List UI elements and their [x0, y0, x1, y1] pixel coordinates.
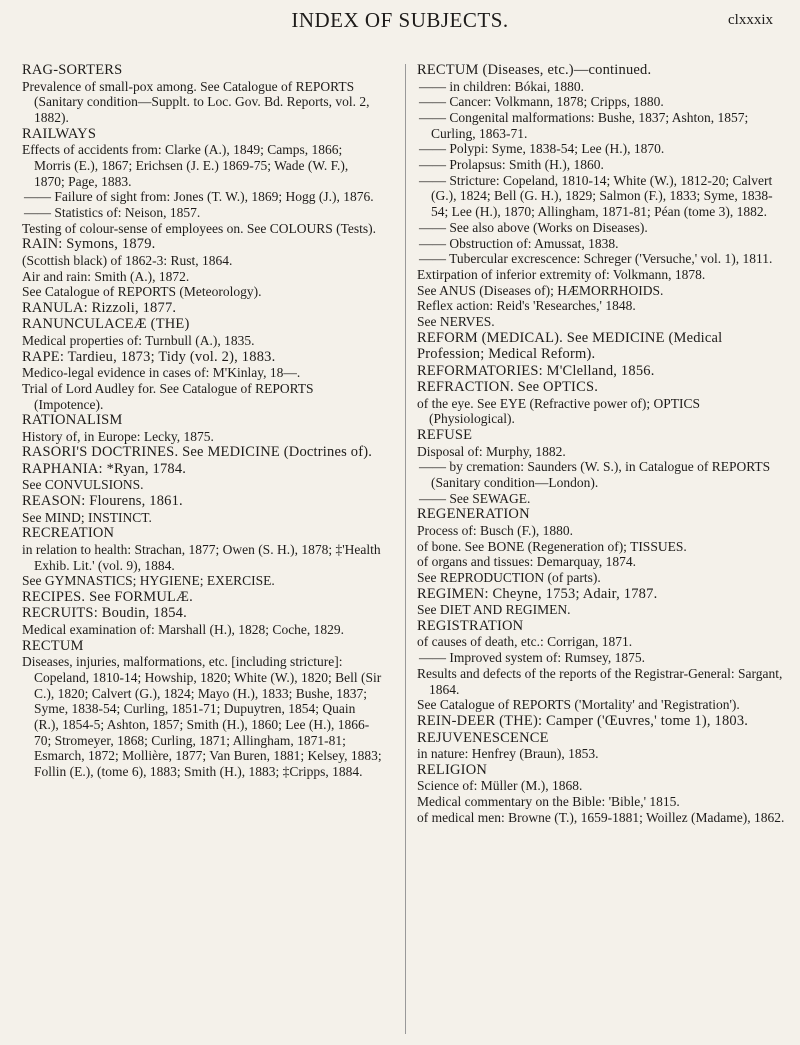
- page-number: clxxxix: [728, 12, 773, 28]
- entry-line: —— Failure of sight from: Jones (T. W.), 1869; Hogg (J.), 1876.: [24, 189, 374, 205]
- entry-line: See REPRODUCTION (of parts).: [417, 570, 601, 586]
- entry-heading: REFUSE: [417, 427, 473, 444]
- entry-line: Diseases, injuries, malformations, etc. [including stricture]: Copeland, 1810-14; Howship, 1820; White (W.), 1820; Bell (Sir C.), 1820; Calvert (G.), 1824; Mayo (H.), 1833; Bushe, 1837; Syme, 1838-54; Curling, 1851-71; Dupuytren, 1854; Quain (R.), 1854-5; Ashton, 1857; Smith (H.), 1860; Lee (H.), 1866-70; Stromeyer, 1868; Curling, 1871; Allingham, 1871-81; Esmarch, 1872; Mollière, 1877; Van Buren, 1881; Kelsey, 1883; Follin (E.), (tome 6), 1883; Smith (H.), 1883; ‡Cripps, 1884.: [22, 654, 385, 780]
- entry-line: in relation to health: Strachan, 1877; Owen (S. H.), 1878; ‡'Health Exhib. Lit.' (vol. 9), 1884.: [22, 541, 384, 573]
- entry-line: —— Stricture: Copeland, 1810-14; White (W.), 1812-20; Calvert (G.), 1824; Bell (G. H.), 1829; Salmon (F.), 1833; Syme, 1838-54; Lee (H.), 1870; Allingham, 1871-81; Péan (tome 3), 1882.: [419, 172, 776, 220]
- entry-line: See GYMNASTICS; HYGIENE; EXERCISE.: [22, 573, 275, 589]
- index-entry: [417, 363, 787, 380]
- entry-heading: RAG-SORTERS: [22, 62, 123, 78]
- index-entry: [417, 618, 787, 713]
- entry-heading: RELIGION: [417, 761, 488, 778]
- entry-line: Science of: Müller (M.), 1868.: [417, 778, 583, 794]
- entry-heading: RECIPES. See FORMULÆ.: [22, 588, 193, 605]
- entry-heading: RAPHANIA: *Ryan, 1784.: [22, 460, 187, 477]
- entry-line: in nature: Henfrey (Braun), 1853.: [417, 746, 599, 761]
- index-entry: [417, 762, 787, 826]
- entry-line: —— Congenital malformations: Bushe, 1837; Ashton, 1857; Curling, 1863-71.: [419, 109, 752, 141]
- entry-line: Prevalence of small-pox among. See Catalogue of REPORTS (Sanitary condition—Supplt. to Loc. Gov. Bd. Reports, vol. 2, 1882).: [22, 78, 373, 125]
- entry-line: —— in children: Bókai, 1880.: [419, 78, 584, 94]
- index-entry: [22, 525, 382, 589]
- index-entry: [22, 126, 382, 237]
- entry-line: —— Cancer: Volkmann, 1878; Cripps, 1880.: [419, 94, 664, 110]
- entry-line: —— Improved system of: Rumsey, 1875.: [419, 650, 645, 666]
- index-entry: [22, 316, 382, 348]
- entry-heading: REIN-DEER (THE): Camper ('Œuvres,' tome 1), 1803.: [417, 713, 749, 729]
- entry-heading: REGENERATION: [417, 506, 530, 523]
- entry-line: Air and rain: Smith (A.), 1872.: [22, 268, 190, 284]
- entry-heading: REFORMATORIES: M'Clelland, 1856.: [417, 362, 655, 379]
- entry-heading: RAPE: Tardieu, 1873; Tidy (vol. 2), 1883.: [22, 348, 276, 365]
- entry-line: of causes of death, etc.: Corrigan, 1871.: [417, 634, 633, 650]
- column-divider: [405, 64, 406, 1034]
- entry-line: History of, in Europe: Lecky, 1875.: [22, 428, 214, 444]
- entry-line: Effects of accidents from: Clarke (A.), 1849; Camps, 1866; Morris (E.), 1867; Erichsen (J. E.) 1869-75; Wade (W. F.), 1870; Page, 1883.: [22, 142, 352, 189]
- index-entry: [22, 300, 382, 317]
- entry-line: Process of: Busch (F.), 1880.: [417, 522, 574, 538]
- entry-line: See Catalogue of REPORTS (Meteorology).: [22, 284, 262, 300]
- entry-heading: REASON: Flourens, 1861.: [22, 493, 183, 510]
- index-entry: [417, 330, 787, 363]
- index-entry: [22, 349, 382, 413]
- index-entry: [417, 730, 787, 762]
- entry-line: of bone. See BONE (Regeneration of); TISSUES.: [417, 538, 687, 554]
- index-entry: [22, 236, 382, 300]
- entry-line: of organs and tissues: Demarquay, 1874.: [417, 554, 636, 570]
- entry-heading: RAIN: Symons, 1879.: [22, 236, 156, 253]
- entry-line: See DIET AND REGIMEN.: [417, 602, 571, 618]
- index-entry: [22, 444, 382, 461]
- entry-heading: RANULA: Rizzoli, 1877.: [22, 299, 177, 316]
- entry-line: See CONVULSIONS.: [22, 477, 144, 493]
- index-entry: [417, 62, 787, 330]
- index-entry: [22, 605, 382, 637]
- entry-heading: RAILWAYS: [22, 125, 97, 142]
- index-entry: [22, 589, 382, 606]
- entry-heading: RANUNCULACEÆ (THE): [22, 316, 190, 333]
- entry-heading: RATIONALISM: [22, 412, 123, 429]
- entry-line: —— Obstruction of: Amussat, 1838.: [419, 235, 619, 251]
- entry-heading: RASORI'S DOCTRINES. See MEDICINE (Doctrines of).: [22, 444, 373, 461]
- right-column: [417, 62, 787, 825]
- entry-heading: REFORM (MEDICAL). See MEDICINE (Medical Profession; Medical Reform).: [417, 329, 723, 363]
- entry-line: Disposal of: Murphy, 1882.: [417, 443, 566, 459]
- index-entry: [417, 586, 787, 618]
- left-column: [22, 62, 385, 780]
- entry-line: Medical commentary on the Bible: 'Bible,' 1815.: [417, 793, 680, 809]
- index-entry: [22, 493, 382, 525]
- index-entry: [22, 62, 382, 126]
- entry-line: of medical men: Browne (T.), 1659-1881; Woillez (Madame), 1862.: [417, 809, 785, 825]
- index-entry: [417, 379, 787, 427]
- entry-line: of the eye. See EYE (Refractive power of); OPTICS (Physiological).: [417, 395, 704, 427]
- index-entry: [417, 506, 787, 585]
- entry-line: Trial of Lord Audley for. See Catalogue of REPORTS (Impotence).: [22, 380, 317, 412]
- entry-line: Medical properties of: Turnbull (A.), 1835.: [22, 332, 255, 348]
- entry-heading: REGISTRATION: [417, 617, 524, 634]
- entry-heading: RECRUITS: Boudin, 1854.: [22, 605, 187, 622]
- entry-heading: REFRACTION. See OPTICS.: [417, 379, 599, 396]
- entry-line: Results and defects of the reports of the Registrar-General: Sargant, 1864.: [417, 665, 786, 697]
- entry-line: See ANUS (Diseases of); HÆMORRHOIDS.: [417, 282, 664, 298]
- entry-line: See Catalogue of REPORTS ('Mortality' and 'Registration').: [417, 697, 740, 713]
- entry-heading: REGIMEN: Cheyne, 1753; Adair, 1787.: [417, 585, 658, 602]
- entry-heading: RECREATION: [22, 525, 115, 542]
- index-entry: [417, 713, 787, 730]
- entry-line: Testing of colour-sense of employees on. See COLOURS (Tests).: [22, 220, 377, 236]
- entry-line: (Scottish black) of 1862-3: Rust, 1864.: [22, 252, 233, 268]
- entry-heading: REJUVENESCENCE: [417, 729, 549, 746]
- entry-line: See NERVES.: [417, 314, 495, 330]
- index-entry: [22, 461, 382, 493]
- entry-line: —— Polypi: Syme, 1838-54; Lee (H.), 1870.: [419, 141, 665, 157]
- entry-line: —— by cremation: Saunders (W. S.), in Catalogue of REPORTS (Sanitary condition—London).: [419, 459, 774, 491]
- entry-heading: RECTUM: [22, 637, 84, 654]
- entry-line: —— See also above (Works on Diseases).: [419, 219, 648, 235]
- index-entry: [417, 427, 787, 506]
- entry-line: —— Prolapsus: Smith (H.), 1860.: [419, 157, 604, 173]
- running-title: INDEX OF SUBJECTS.: [291, 8, 509, 32]
- entry-line: Medical examination of: Marshall (H.), 1828; Coche, 1829.: [22, 621, 345, 637]
- entry-line: —— Statistics of: Neison, 1857.: [24, 204, 201, 220]
- entry-line: Reflex action: Reid's 'Researches,' 1848.: [417, 298, 636, 314]
- entry-line: —— See SEWAGE.: [419, 490, 531, 506]
- entry-line: Medico-legal evidence in cases of: M'Kinlay, 18—.: [22, 365, 301, 381]
- entry-line: See MIND; INSTINCT.: [22, 509, 152, 525]
- entry-heading: RECTUM (Diseases, etc.)—continued.: [417, 62, 652, 78]
- entry-line: Extirpation of inferior extremity of: Volkmann, 1878.: [417, 266, 706, 282]
- entry-line: —— Tubercular excrescence: Schreger ('Versuche,' vol. 1), 1811.: [419, 251, 773, 267]
- index-entry: [22, 412, 382, 444]
- index-entry: [22, 637, 385, 780]
